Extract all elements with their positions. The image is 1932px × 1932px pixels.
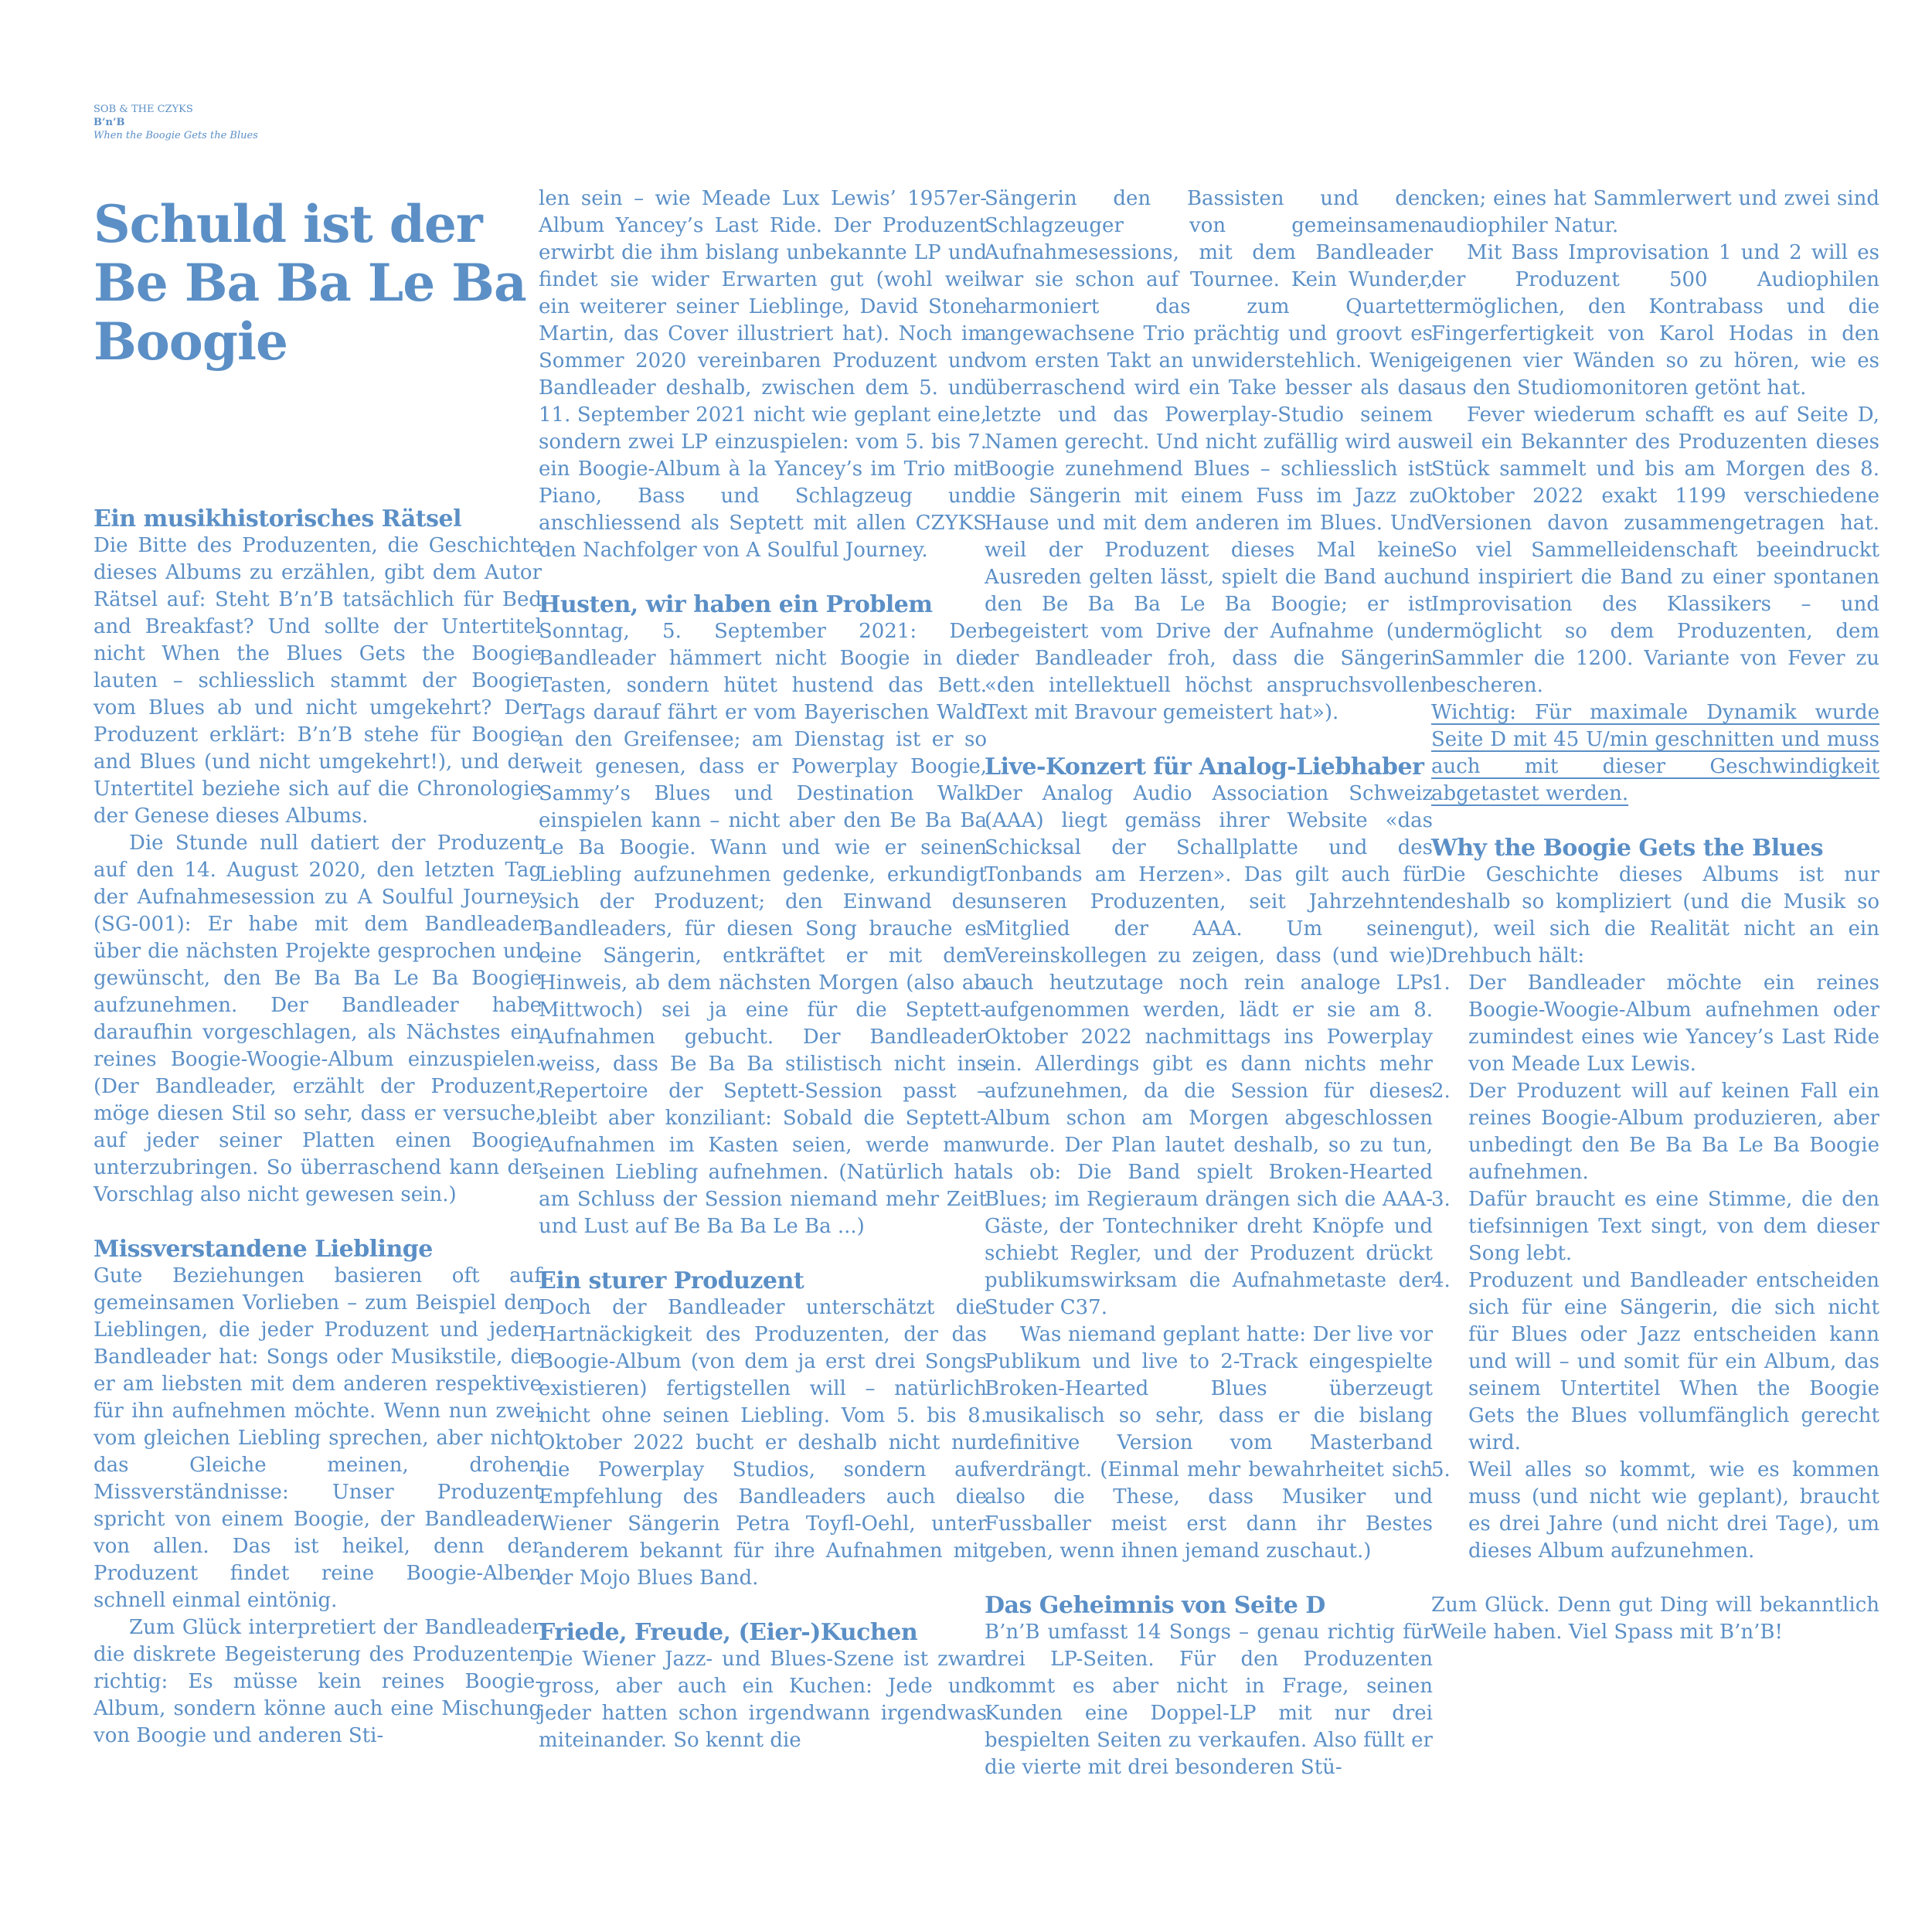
list-text: Weil alles so kommt, wie es kommen muss (und nicht wie geplant), braucht es drei Jahre (und nicht drei Tage), um dieses Album aufzunehmen. <box>1468 1458 1879 1563</box>
title-line: Boogie <box>94 311 288 372</box>
list-text: Dafür braucht es eine Stimme, die den tiefsinnigen Text singt, von dem dieser Song lebt. <box>1468 1188 1879 1265</box>
article-title <box>94 195 542 371</box>
list-text: Der Bandleader möchte ein reines Boogie-Woogie-Album aufnehmen oder zumindest eines wie Yancey’s Last Ride von Meade Lux Lewis. <box>1468 971 1879 1076</box>
artist-name: SOB & THE CZYKS <box>94 104 193 115</box>
column-4 <box>1431 185 1879 1646</box>
section-heading: Missverstandene Lieblinge <box>94 1236 433 1263</box>
list-item <box>1431 970 1879 1078</box>
section-heading: Husten, wir haben ein Problem <box>539 591 933 618</box>
column-2 <box>539 185 987 1754</box>
paragraph: Sonntag, 5. September 2021: Der Bandleader hämmert nicht Boogie in die Tasten, sondern hütet hustend das Bett. Tags darauf fährt er vom Bayerischen Wald an den Greifensee; am Dienstag ist er so weit genesen, dass er Powerplay Boogie, Sammy’s Blues und Destination Walk einspielen kann – nicht aber den Be Ba Ba Le Ba Boogie. Wann und wie er seinen Liebling aufzunehmen gedenke, erkundigt sich der Produzent; den Einwand des Bandleaders, für diesen Song brauche es eine Sängerin, entkräftet er mit dem Hinweis, ab dem nächsten Morgen (also ab Mittwoch) sei ja eine für die Septett-Aufnahmen gebucht. Der Bandleader weiss, dass Be Ba Ba stilistisch nicht ins Repertoire der Septett-Session passt – bleibt aber konziliant: Sobald die Septett-Aufnahmen im Kasten seien, werde man seinen Liebling aufnehmen. (Natürlich hat am Schluss der Session niemand mehr Zeit und Lust auf Be Ba Ba Le Ba ...) <box>539 620 987 1238</box>
paragraph: Zum Glück interpretiert der Bandleader die diskrete Begeisterung des Produzenten richtig: Es müsse kein reines Boogie-Album, sondern könne auch eine Mischung von Boogie und anderen Sti- <box>94 1616 542 1747</box>
album-name: B’n’B <box>94 117 125 128</box>
list-item <box>1431 1186 1879 1267</box>
paragraph: B’n’B umfasst 14 Songs – genau richtig für drei LP-Seiten. Für den Produzenten kommt es aber nicht in Frage, seinen Kunden eine Doppel-LP mit nur drei bespielten Seiten zu verkaufen. Also füllt er die vierte mit drei besonderen Stü- <box>985 1621 1433 1779</box>
list-number: 3. <box>1431 1188 1451 1211</box>
paragraph: cken; eines hat Sammlerwert und zwei sind audiophiler Natur. <box>1431 187 1879 237</box>
section-heading: Live-Konzert für Analog-Liebhaber <box>985 753 1424 781</box>
list-text: Der Produzent will auf keinen Fall ein reines Boogie-Album produzieren, aber unbedingt den Be Ba Ba Le Ba Boogie aufnehmen. <box>1468 1080 1879 1184</box>
paragraph: Fever wiederum schafft es auf Seite D, weil ein Bekannter des Produzenten dieses Stück sammelt und bis am Morgen des 8. Oktober 2022 exakt 1199 verschiedene Versionen davon zusammengetragen hat. So viel Sammelleidenschaft beeindruckt und inspiriert die Band zu einer spontanen Improvisation des Klassikers – und ermöglicht so dem Produzenten, dem Sammler die 1200. Variante von Fever zu bescheren. <box>1431 403 1879 697</box>
list-number: 5. <box>1431 1458 1451 1481</box>
paragraph: Sängerin den Bassisten und den Schlagzeuger von gemeinsamen Aufnahmesessions, mit dem Bandleader war sie schon auf Tournee. Kein Wunder, harmoniert das zum Quartett angewachsene Trio prächtig und groovt es vom ersten Takt an unwiderstehlich. Wenig überraschend wird ein Take besser als das letzte und das Powerplay-Studio seinem Namen gerecht. Und nicht zufällig wird aus Boogie zunehmend Blues – schliesslich ist die Sängerin mit einem Fuss im Jazz zu Hause und mit dem anderen im Blues. Und weil der Produzent dieses Mal keine Ausreden gelten lässt, spielt die Band auch den Be Ba Ba Le Ba Boogie; er ist begeistert vom Drive der Aufnahme (und der Bandleader froh, dass die Sängerin «den intellektuell höchst anspruchsvollen Text mit Bravour gemeistert hat»). <box>985 187 1433 724</box>
paragraph: len sein – wie Meade Lux Lewis’ 1957er-Album Yancey’s Last Ride. Der Produzent erwirbt die ihm bislang unbekannte LP und findet sie wider Erwarten gut (wohl weil ein weiterer seiner Lieblinge, David Stone Martin, das Cover illustriert hat). Noch im Sommer 2020 vereinbaren Produzent und Bandleader deshalb, zwischen dem 5. und 11. September 2021 nicht wie geplant eine, sondern zwei LP einzuspielen: vom 5. bis 7. ein Boogie-Album à la Yancey’s im Trio mit Piano, Bass und Schlagzeug und anschliessend als Septett mit allen CZYKS den Nachfolger von A Soulful Journey. <box>539 187 987 562</box>
paragraph: Der Analog Audio Association Schweiz (AAA) liegt gemäss ihrer Website «das Schicksal der Schallplatte und des Tonbands am Herzen». Das gilt auch für unseren Produzenten, seit Jahrzehnten Mitglied der AAA. Um seinen Vereinskollegen zu zeigen, dass (und wie) auch heutzutage noch rein analoge LPs aufgenommen werden, lädt er sie am 8. Oktober 2022 nachmittags ins Powerplay ein. Allerdings gibt es dann nichts mehr aufzunehmen, da die Session für dieses Album schon am Morgen abgeschlossen wurde. Der Plan lautet deshalb, so zu tun, als ob: Die Band spielt Broken-Hearted Blues; im Regieraum drängen sich die AAA-Gäste, der Tontechniker dreht Knöpfe und schiebt Regler, und der Produzent drückt publikumswirksam die Aufnahmetaste der Studer C37. <box>985 782 1433 1319</box>
paragraph: Doch der Bandleader unterschätzt die Hartnäckigkeit des Produzenten, der das Boogie-Album (von dem ja erst drei Songs existieren) fertigstellen will – natürlich nicht ohne seinen Liebling. Vom 5. bis 8. Oktober 2022 bucht er deshalb nicht nur die Powerplay Studios, sondern auf Empfehlung des Bandleaders auch die Wiener Sängerin Petra Toyfl-Oehl, unter anderem bekannt für ihre Aufnahmen mit der Mojo Blues Band. <box>539 1296 987 1590</box>
important-note: Wichtig: Für maximale Dynamik wurde Seite D mit 45 U/min geschnitten und muss auch mit dieser Geschwindigkeit abgetastet werden. <box>1431 701 1879 805</box>
list-number: 2. <box>1431 1080 1451 1103</box>
list-text: Produzent und Bandleader entscheiden sich für eine Sängerin, die sich nicht für Blues oder Jazz entscheiden kann und will – und somit für ein Album, das seinem Untertitel When the Boogie Gets the Blues vollumfänglich gerecht wird. <box>1468 1269 1879 1454</box>
list-item <box>1431 1078 1879 1186</box>
title-line: Schuld ist der <box>94 194 482 254</box>
section-heading: Ein musikhistorisches Rätsel <box>94 505 461 532</box>
paragraph: Mit Bass Improvisation 1 und 2 will es der Produzent 500 Audiophilen ermöglichen, den Kontrabass und die Fingerfertigkeit von Karol Hodas in den eigenen vier Wänden so zu hören, wie es aus den Studiomonitoren getönt hat. <box>1431 241 1879 400</box>
paragraph: Was niemand geplant hatte: Der live vor Publikum und live to 2-Track eingespielte Broken-Hearted Blues überzeugt musikalisch so sehr, dass er die bislang definitive Version vom Masterband verdrängt. (Einmal mehr bewahrheitet sich also die These, dass Musiker und Fussballer meist erst dann ihr Bestes geben, wenn ihnen jemand zuschaut.) <box>985 1323 1433 1563</box>
closing-paragraph: Zum Glück. Denn gut Ding will bekanntlich Weile haben. Viel Spass mit B’n’B! <box>1431 1594 1879 1644</box>
list-item <box>1431 1267 1879 1457</box>
numbered-list <box>1431 970 1879 1565</box>
paragraph: Die Wiener Jazz- und Blues-Szene ist zwar gross, aber auch ein Kuchen: Jede und jeder hatten schon irgendwann irgendwas miteinander. So kennt die <box>539 1648 987 1752</box>
paragraph: Die Geschichte dieses Albums ist nur deshalb so kompliziert (und die Musik so gut), weil sich die Realität nicht an ein Drehbuch hält: <box>1431 863 1879 968</box>
paragraph: Die Bitte des Produzenten, die Geschichte dieses Albums zu erzählen, gibt dem Autor Rätsel auf: Steht B’n’B tatsächlich für Bed and Breakfast? Und sollte der Untertitel nicht When the Blues Gets the Boogie lauten – schliesslich stammt der Boogie vom Blues ab und nicht umgekehrt? Der Produzent erklärt: B’n’B stehe für Boogie and Blues (und nicht umgekehrt!), und der Untertitel beziehe sich auf die Chronologie der Genese dieses Albums. <box>94 534 542 828</box>
list-item <box>1431 1457 1879 1565</box>
section-heading: Ein sturer Produzent <box>539 1267 804 1294</box>
section-heading: Das Geheimnis von Seite D <box>985 1592 1325 1619</box>
list-number: 1. <box>1431 971 1451 995</box>
paragraph: Gute Beziehungen basieren oft auf gemeinsamen Vorlieben – zum Beispiel den Lieblingen, die jeder Produzent und jeder Bandleader hat: Songs oder Musikstile, die er am liebsten mit dem anderen respektive für ihn aufnehmen möchte. Wenn nun zwei vom gleichen Liebling sprechen, aber nicht das Gleiche meinen, drohen Missverständnisse: Unser Produzent spricht von einem Boogie, der Bandleader von allen. Das ist heikel, denn der Produzent findet reine Boogie-Alben schnell einmal eintönig. <box>94 1264 542 1612</box>
paragraph: Die Stunde null datiert der Produzent auf den 14. August 2020, den letzten Tag der Aufnahmesession zu A Soulful Journey (SG-001): Er habe mit dem Bandleader über die nächsten Projekte gesprochen und gewünscht, den Be Ba Ba Le Ba Boogie aufzunehmen. Der Bandleader habe daraufhin vorgeschlagen, als Nächstes ein reines Boogie-Woogie-Album einzuspielen. (Der Bandleader, erzählt der Produzent, möge diesen Stil so sehr, dass er versuche, auf jeder seiner Platten einen Boogie unterzubringen. So überraschend kann der Vorschlag also nicht gewesen sein.) <box>94 832 542 1206</box>
column-1 <box>94 185 542 1750</box>
column-3 <box>985 185 1433 1781</box>
section-heading: Friede, Freude, (Eier-)Kuchen <box>539 1619 918 1646</box>
header-meta <box>94 103 258 142</box>
title-line: Be Ba Ba Le Ba <box>94 253 526 313</box>
list-number: 4. <box>1431 1269 1451 1292</box>
album-subtitle: When the Boogie Gets the Blues <box>94 130 258 141</box>
section-heading: Why the Boogie Gets the Blues <box>1431 835 1823 862</box>
